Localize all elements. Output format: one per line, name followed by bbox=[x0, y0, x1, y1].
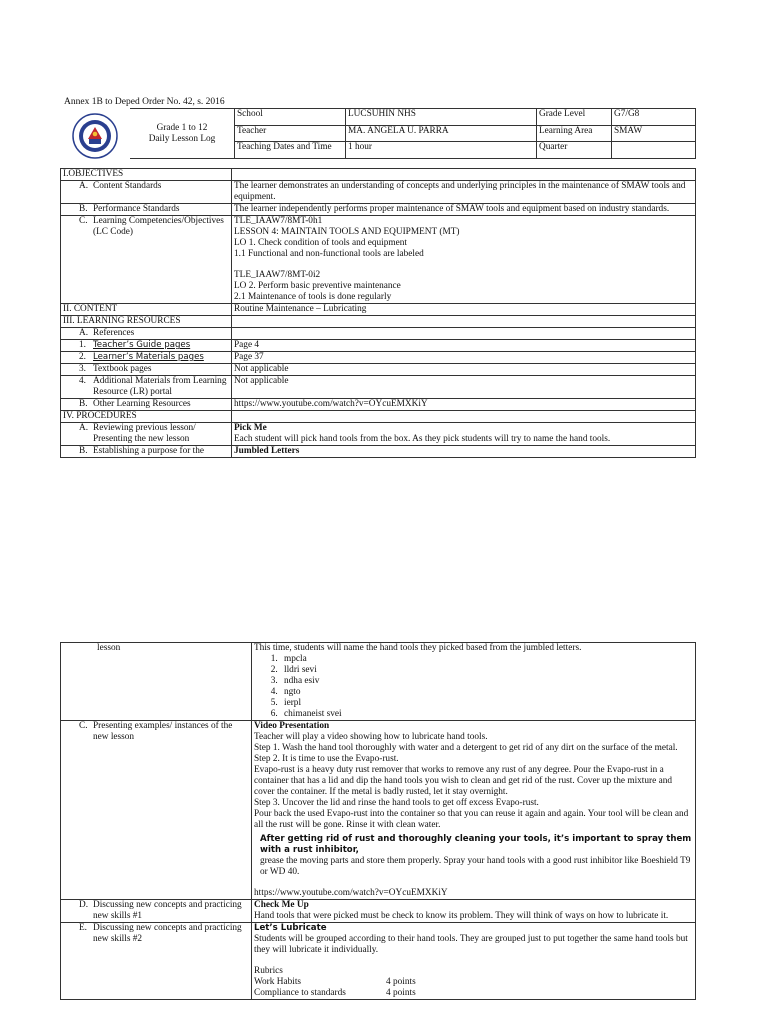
activity-line: Teacher will play a video showing how to lubricate hand tools. bbox=[254, 732, 488, 742]
purpose-label-continued bbox=[61, 643, 252, 721]
rubric-points: 4 points bbox=[386, 988, 416, 998]
label: Other Learning Resources bbox=[93, 399, 191, 409]
lesson-table-part-2 bbox=[60, 642, 696, 1000]
competency-line: LO 2. Perform basic preventive maintenance bbox=[234, 281, 401, 291]
activity-line: Pour back the used Evapo-rust into the container so that you can reuse it again and again. Your tool will be clean and all the rust will be gone. Rinse it with clean water. bbox=[254, 809, 689, 830]
rubric-row bbox=[254, 988, 693, 999]
content-standards-text: The learner demonstrates an understanding of concepts and underlying principles in the maintenance of SMAW tools and equipment. bbox=[232, 181, 696, 204]
activity-line: Step 3. Uncover the lid and rinse the hand tools to get off excess Evapo-rust. bbox=[254, 798, 539, 808]
activity-text: Each student will pick hand tools from the box. As they pick students will try to name the hand tools. bbox=[234, 434, 611, 444]
lesson-table-part-1 bbox=[60, 168, 696, 458]
annex-title: Annex 1B to Deped Order No. 42, s. 2016 bbox=[64, 97, 225, 107]
activity-line: Step 1. Wash the hand tool thoroughly with water and a detergent to get rid of any dirt on the surface of the metal. bbox=[254, 743, 678, 753]
quarter-value bbox=[612, 142, 696, 159]
dates-value: 1 hour bbox=[346, 142, 537, 159]
other-resources-label bbox=[61, 399, 232, 411]
learners-materials-label bbox=[61, 352, 232, 364]
activity-title: Pick Me bbox=[234, 423, 267, 433]
purpose-label bbox=[61, 446, 232, 458]
content-heading: II. CONTENT bbox=[61, 304, 232, 316]
activity-title: Check Me Up bbox=[254, 900, 309, 910]
additional-materials-value: Not applicable bbox=[232, 376, 696, 399]
performance-standards-text: The learner independently performs proper maintenance of SMAW tools and equipment based on industry standards. bbox=[232, 204, 696, 216]
discussing-1-label bbox=[61, 900, 252, 923]
lets-lubricate-text bbox=[252, 923, 696, 1000]
label: lesson bbox=[97, 643, 121, 653]
label: Presenting examples/ instances of the new lesson bbox=[93, 721, 233, 742]
num-a: A. bbox=[79, 181, 89, 191]
other-resources-link[interactable]: https://www.youtube.com/watch?v=OYcuEMXKiY bbox=[232, 399, 696, 411]
list-item: 3. ndha esiv bbox=[280, 676, 693, 687]
competency-line: LESSON 4: MAINTAIN TOOLS AND EQUIPMENT (MT) bbox=[234, 227, 460, 237]
activity-title: Video Presentation bbox=[254, 721, 330, 731]
label: Discussing new concepts and practicing new skills #2 bbox=[93, 923, 242, 944]
num-a: A. bbox=[79, 328, 89, 338]
video-presentation-text bbox=[252, 721, 696, 900]
label: Additional Materials from Learning Resource (LR) portal bbox=[93, 376, 227, 397]
label: Content Standards bbox=[93, 181, 162, 191]
quarter-label: Quarter bbox=[537, 142, 612, 159]
reviewing-text bbox=[232, 423, 696, 446]
competency-line: 2.1 Maintenance of tools is done regularly bbox=[234, 292, 392, 302]
competency-line: TLE_IAAW7/8MT-0i2 bbox=[234, 270, 321, 280]
grade-value: G7/G8 bbox=[612, 109, 696, 126]
list-item: 5. ierpl bbox=[280, 698, 693, 709]
rubric-name: Compliance to standards bbox=[254, 988, 346, 998]
rubric-row bbox=[254, 977, 693, 988]
objectives-heading: I.OBJECTIVES bbox=[61, 169, 232, 181]
procedures-heading: IV. PROCEDURES bbox=[61, 411, 232, 423]
activity-title: Let’s Lubricate bbox=[254, 923, 327, 933]
num-c: C. bbox=[79, 216, 88, 226]
label: Reviewing previous lesson/ Presenting the new lesson bbox=[93, 423, 196, 444]
title-line-1: Grade 1 to 12 bbox=[156, 122, 208, 133]
list-item: 4. ngto bbox=[280, 687, 693, 698]
video-link[interactable]: https://www.youtube.com/watch?v=OYcuEMXKiY bbox=[254, 888, 448, 898]
learners-materials-value: Page 37 bbox=[232, 352, 696, 364]
performance-standards-label bbox=[61, 204, 232, 216]
activity-line: Step 2. It is time to use the Evapo-rust. bbox=[254, 754, 399, 764]
purpose-title: Jumbled Letters bbox=[232, 446, 696, 458]
num-c: C. bbox=[79, 721, 88, 731]
teacher-label: Teacher bbox=[235, 125, 346, 142]
dates-label: Teaching Dates and Time bbox=[235, 142, 346, 159]
deped-seal-icon bbox=[72, 113, 118, 159]
label: Discussing new concepts and practicing new skills #1 bbox=[93, 900, 242, 921]
num-b: B. bbox=[79, 204, 88, 214]
area-label: Learning Area bbox=[537, 125, 612, 142]
textbook-value: Not applicable bbox=[232, 364, 696, 376]
num-b: B. bbox=[79, 399, 88, 409]
teachers-guide-value: Page 4 bbox=[232, 340, 696, 352]
jumbled-letters-text bbox=[252, 643, 696, 721]
title-line-2: Daily Lesson Log bbox=[148, 133, 216, 144]
list-item: 2. lldri sevi bbox=[280, 665, 693, 676]
teacher-value: MA. ANGELA U. PARRA bbox=[346, 125, 537, 142]
activity-text: Hand tools that were picked must be check to know its problem. They will think of ways on how to lubricate it. bbox=[254, 911, 669, 921]
activity-line: Evapo-rust is a heavy duty rust remover that works to remove any rust of any degree. Pour the Evapo-rust in a container that has a lid and dip the hand tools you wish to clean and get rid of the rust. Cover up the mixture and cover the container. If the metal is badly rusted, let it stay overnight. bbox=[254, 765, 673, 797]
num-e: E. bbox=[79, 923, 88, 933]
content-standards-label bbox=[61, 181, 232, 204]
list-item: 6. chimaneist svei bbox=[280, 709, 693, 720]
label: References bbox=[93, 328, 135, 338]
check-me-up-text bbox=[252, 900, 696, 923]
discussing-2-label bbox=[61, 923, 252, 1000]
school-label: School bbox=[235, 109, 346, 126]
content-text: Routine Maintenance – Lubricating bbox=[232, 304, 696, 316]
competency-line: TLE_IAAW7/8MT-0h1 bbox=[234, 216, 323, 226]
label: Textbook pages bbox=[93, 364, 152, 374]
num-2: 2. bbox=[79, 352, 86, 362]
competencies-label bbox=[61, 216, 232, 304]
resources-heading: III. LEARNING RESOURCES bbox=[61, 316, 232, 328]
rust-inhibitor-bold: After getting rid of rust and thoroughly cleaning your tools, it’s important to spray them with a rust inhibitor, bbox=[260, 834, 692, 855]
rubric-name: Work Habits bbox=[254, 977, 302, 987]
label: Teacher’s Guide pages bbox=[93, 340, 191, 350]
num-d: D. bbox=[79, 900, 89, 910]
references-label bbox=[61, 328, 232, 340]
jumbled-letters-list bbox=[254, 654, 693, 720]
rust-inhibitor-text: grease the moving parts and store them properly. Spray your hand tools with a good rust inhibitor like Boeshield T9 or WD 40. bbox=[260, 856, 691, 877]
label: Learning Competencies/Objectives (LC Code) bbox=[93, 216, 224, 237]
activity-text: Students will be grouped according to their hand tools. They are grouped just to put together the same hand tools but they will lubricate it individually. bbox=[254, 934, 688, 955]
label: Establishing a purpose for the bbox=[93, 446, 205, 456]
num-1: 1. bbox=[79, 340, 86, 350]
num-a: A. bbox=[79, 423, 89, 433]
reviewing-label bbox=[61, 423, 232, 446]
presenting-examples-label bbox=[61, 721, 252, 900]
num-b: B. bbox=[79, 446, 88, 456]
label: Learner’s Materials pages bbox=[93, 352, 204, 362]
competency-line: 1.1 Functional and non-functional tools are labeled bbox=[234, 249, 424, 259]
area-value: SMAW bbox=[612, 125, 696, 142]
list-item: 1. mpcla bbox=[280, 654, 693, 665]
rubrics-title: Rubrics bbox=[254, 966, 283, 976]
header-table bbox=[60, 108, 696, 159]
competency-line: LO 1. Check condition of tools and equipment bbox=[234, 238, 407, 248]
num-3: 3. bbox=[79, 364, 86, 374]
teachers-guide-label bbox=[61, 340, 232, 352]
deped-seal-cell bbox=[60, 109, 130, 159]
school-value: LUCSUHIN NHS bbox=[346, 109, 537, 126]
num-4: 4. bbox=[79, 376, 86, 386]
rubric-points: 4 points bbox=[386, 977, 416, 987]
lesson-log-title bbox=[130, 109, 235, 159]
grade-label: Grade Level bbox=[537, 109, 612, 126]
additional-materials-label bbox=[61, 376, 232, 399]
label: Performance Standards bbox=[93, 204, 180, 214]
textbook-label bbox=[61, 364, 232, 376]
activity-text: This time, students will name the hand tools they picked based from the jumbled letters. bbox=[254, 643, 582, 653]
competencies-text bbox=[232, 216, 696, 304]
